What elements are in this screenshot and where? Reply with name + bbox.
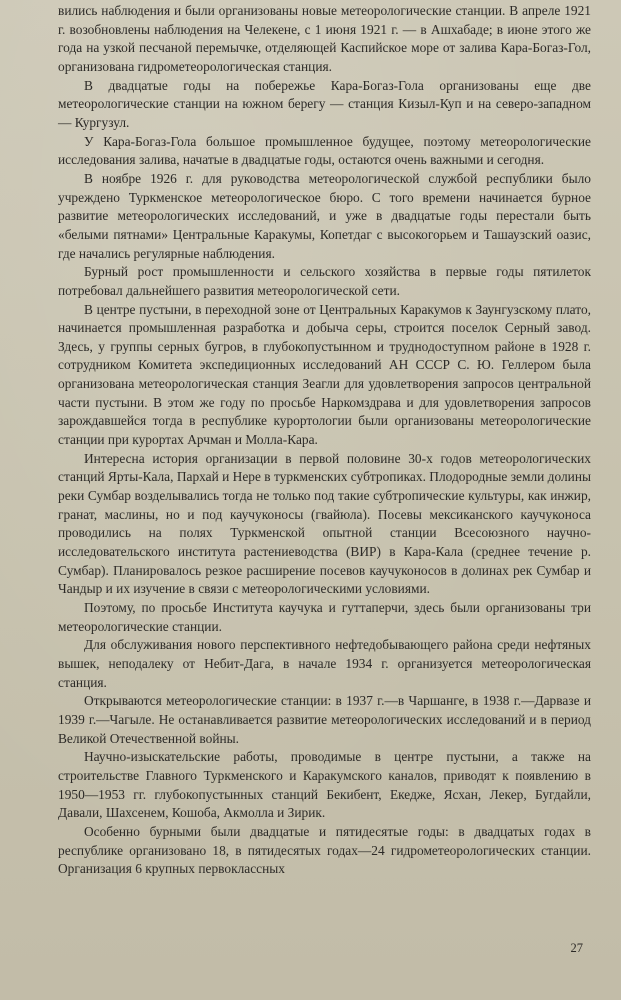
paragraph-2: В двадцатые годы на побережье Кара-Богаз-Гола организованы еще две метеорологические станции на южном берегу — станция Кизыл-Куп и на северо-западном — Кургузул. [58, 77, 591, 130]
paragraph-5: Бурный рост промышленности и сельского хозяйства в первые годы пятилеток потребовал дальнейшего развития метеорологической сети. [58, 264, 591, 298]
body-text [58, 2, 591, 879]
paragraph-8: Поэтому, по просьбе Института каучука и гуттаперчи, здесь были организованы три метеорологические станции. [58, 600, 591, 634]
paragraph-12: Особенно бурными были двадцатые и пятидесятые годы: в двадцатых годах в республике организовано 18, в пятидесятых годах—24 гидрометеорологических станции. Организация 6 крупных первоклассных [58, 823, 591, 877]
paragraph-1: вились наблюдения и были организованы новые метеорологические станции. В апреле 1921 г. возобновлены наблюдения на Челекене, с 1 июня 1921 г. — в Ашхабаде; в июне этого же года на узкой песчаной перемычке, отделяющей Каспийское море от залива Кара-Богаз-Гол, организована гидрометеорологическая станция. [58, 3, 591, 74]
paragraph-9: Для обслуживания нового перспективного нефтедобывающего района среди нефтяных вышек, неподалеку от Небит-Дага, в начале 1934 г. организуется метеорологическая станция. [58, 637, 591, 690]
paragraph-10: Открываются метеорологические станции: в 1937 г.—в Чаршанге, в 1938 г.—Дарвазе и 1939 г.—Чагыле. Не останавливается развитие метеорологических исследований и в период Великой Отечественной войны. [58, 693, 591, 746]
paragraph-4: В ноябре 1926 г. для руководства метеорологической службой республики было учреждено Туркменское метеорологическое бюро. С того времени начинается бурное развитие метеорологических исследований, и уже в двадцатые годы перестали быть «белыми пятнами» Центральные Каракумы, Копетдаг с высокогорьем и Ташаузский оазис, где начались регулярные наблюдения. [58, 170, 591, 261]
page-number: 27 [570, 941, 583, 955]
paragraph-3: У Кара-Богаз-Гола большое промышленное будущее, поэтому метеорологические исследования залива, начатые в двадцатые годы, остаются очень важными и сегодня. [58, 133, 591, 168]
paragraph-7: Интересна история организации в первой половине 30-х годов метеорологических станций Ярты-Кала, Пархай и Нере в туркменских субтропиках. Плодородные земли долины реки Сумбар возделывались тогда не только под такие субтропические культуры, как инжир, гранат, маслины, но и под каучуконосы (гвайюла). Посевы мексиканского каучуконоса проводились на полях Туркменской опытной станции Всесоюзного научно-исследовательского института растениеводства (ВИР) в Кара-Кала (среднее течение р. Сумбар). Планировалось резкое расширение посевов каучуконосов в долинах рек Сумбар и Чандыр и их изучение в связи с метеорологическими условиями. [58, 450, 591, 597]
paragraph-11: Научно-изыскательские работы, проводимые в центре пустыни, а также на строительстве Главного Туркменского и Каракумского каналов, приводят к появлению в 1950—1953 гг. глубокопустынных станций Бекибент, Екедже, Ясхан, Лекер, Бугдайли, Давали, Шахсенем, Кошоба, Акмолла и Зирик. [58, 749, 591, 821]
paragraph-6: В центре пустыни, в переходной зоне от Центральных Каракумов к Заунгузскому плато, начинается промышленная разработка и добыча серы, строится поселок Серный завод. Здесь, у группы серных бугров, в глубокопустынном и труднодоступном районе в 1928 г. сотрудником Комитета экспедиционных исследований АН СССР С. Ю. Геллером была организована метеорологическая станция Зеагли для удовлетворения запросов центральной части пустыни. В этом же году по просьбе Наркомздрава и для удовлетворения запросов зарождавшейся тогда в республике курортологии были организованы метеорологические станции при курортах Арчман и Молла-Кара. [58, 301, 591, 448]
